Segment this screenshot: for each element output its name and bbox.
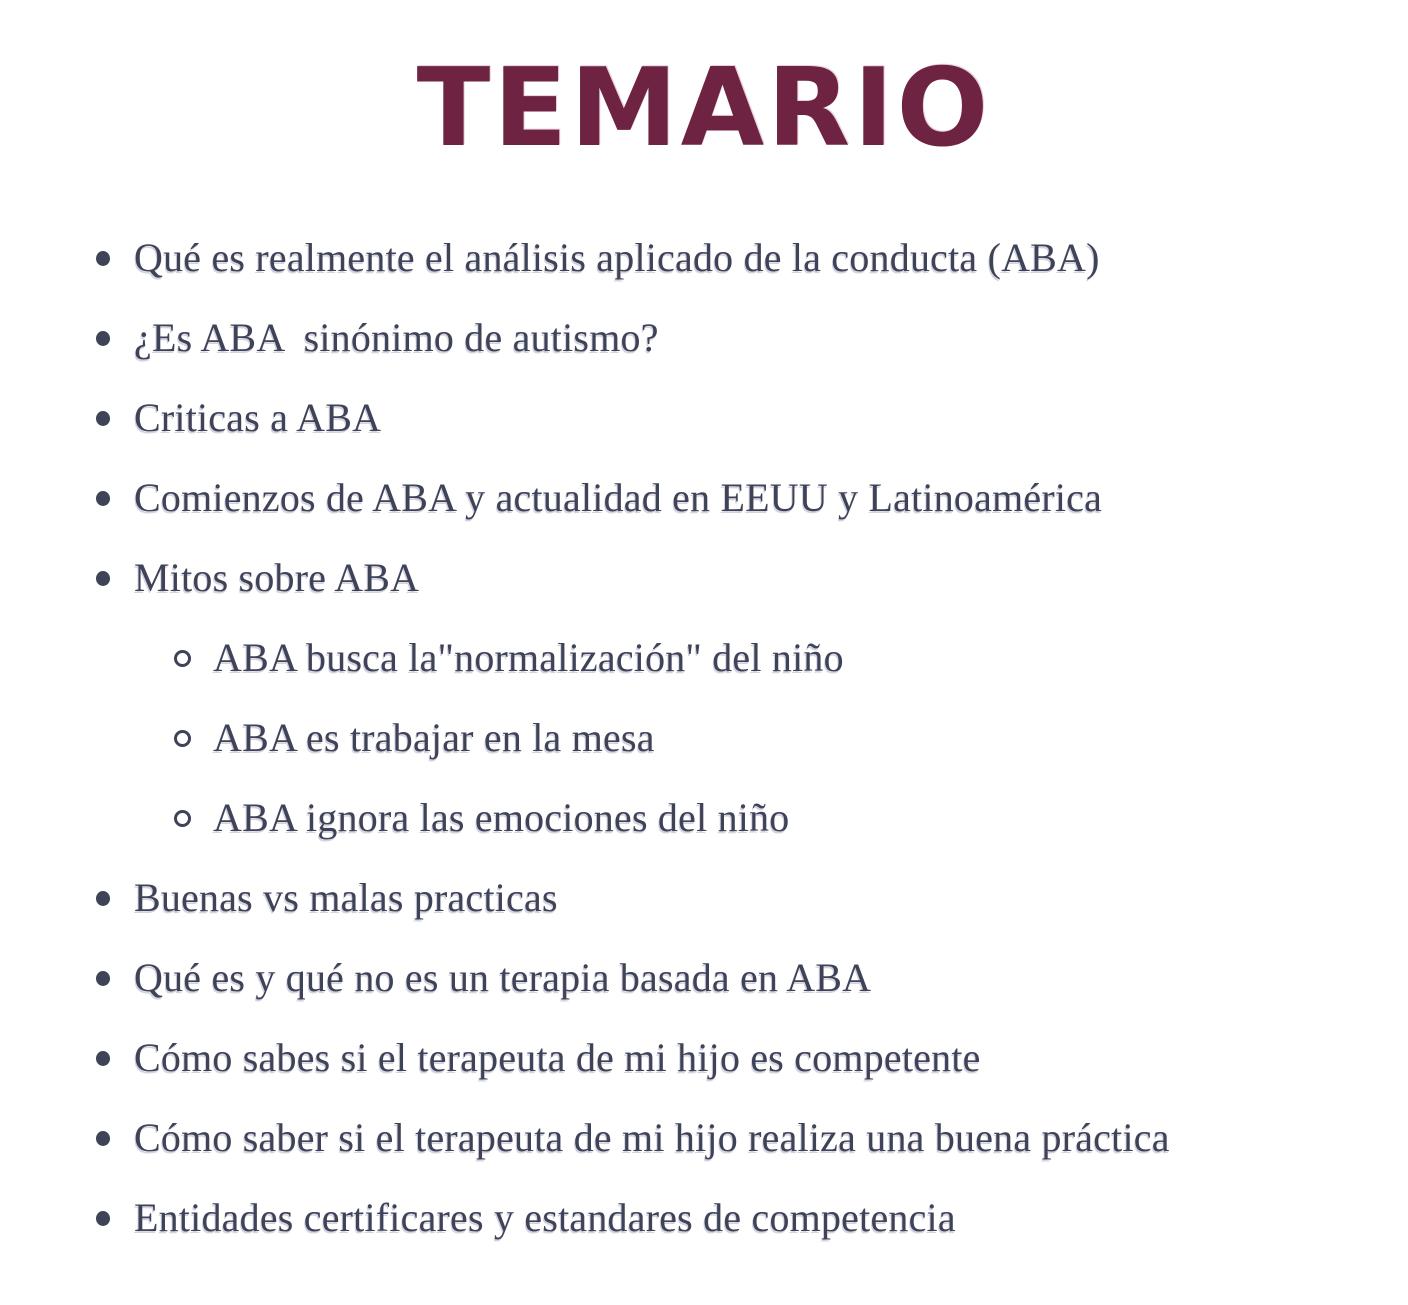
open-circle-bullet-icon: [174, 810, 191, 827]
solid-bullet-icon: [96, 1051, 110, 1066]
list-item: [96, 457, 1368, 537]
list-item: [96, 217, 1368, 297]
solid-bullet-icon: [96, 571, 110, 586]
agenda-item-text: Cómo sabes si el terapeuta de mi hijo es competente: [134, 1034, 981, 1080]
agenda-item-text: Mitos sobre ABA: [134, 554, 420, 600]
open-circle-bullet-icon: [174, 650, 191, 667]
list-subitem: [174, 777, 1368, 857]
agenda-item-text: Criticas a ABA: [134, 394, 382, 440]
list-subitem: [174, 617, 1368, 697]
list-subitem: [174, 697, 1368, 777]
solid-bullet-icon: [96, 331, 110, 346]
solid-bullet-icon: [96, 971, 110, 986]
solid-bullet-icon: [96, 1211, 110, 1226]
agenda-item-text: Cómo saber si el terapeuta de mi hijo realiza una buena práctica: [134, 1114, 1170, 1160]
list-item: [96, 1017, 1368, 1097]
solid-bullet-icon: [96, 1131, 110, 1146]
list-item: [96, 537, 1368, 617]
list-item: [96, 857, 1368, 937]
list-item: [96, 1177, 1368, 1257]
solid-bullet-icon: [96, 251, 110, 266]
agenda-item-text: Buenas vs malas practicas: [134, 874, 558, 920]
solid-bullet-icon: [96, 891, 110, 906]
agenda-item-text: Qué es y qué no es un terapia basada en ABA: [134, 954, 872, 1000]
solid-bullet-icon: [96, 411, 110, 426]
list-item: [96, 297, 1368, 377]
agenda-item-text: ¿Es ABA sinónimo de autismo?: [134, 314, 659, 360]
open-circle-bullet-icon: [174, 730, 191, 747]
agenda-item-text: ABA busca la"normalización" del niño: [213, 634, 844, 680]
agenda-item-text: ABA ignora las emociones del niño: [213, 794, 790, 840]
slide-title: TEMARIO: [416, 46, 992, 171]
agenda-list: [0, 217, 1408, 1257]
list-item: [96, 1097, 1368, 1177]
solid-bullet-icon: [96, 491, 110, 506]
agenda-item-text: Qué es realmente el análisis aplicado de la conducta (ABA): [134, 234, 1100, 280]
agenda-item-text: Entidades certificares y estandares de competencia: [134, 1194, 956, 1240]
agenda-item-text: ABA es trabajar en la mesa: [213, 714, 655, 760]
list-item: [96, 937, 1368, 1017]
agenda-item-text: Comienzos de ABA y actualidad en EEUU y Latinoamérica: [134, 474, 1103, 520]
list-item: [96, 377, 1368, 457]
